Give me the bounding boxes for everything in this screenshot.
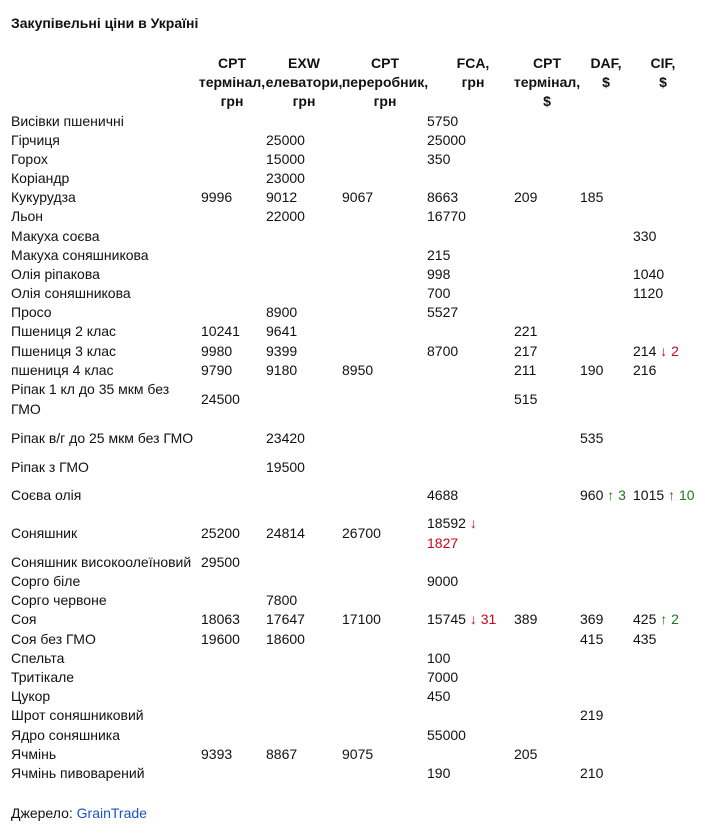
price-change-value: 10: [678, 486, 695, 503]
product-name: Ячмінь пивоварений: [11, 764, 145, 781]
product-name: Шрот соняшниковий: [11, 706, 144, 723]
price-value: 1015: [633, 486, 665, 503]
arrow-down-icon: ↓: [469, 515, 477, 532]
price-change-value: 2: [671, 342, 679, 359]
table-row: [0, 131, 705, 150]
price-change-up: [660, 611, 679, 627]
price-value: 7000: [427, 668, 459, 685]
table-row: [0, 322, 705, 341]
source-line: [11, 805, 147, 821]
product-name: Соняшник: [11, 524, 78, 541]
product-name: Висівки пшеничні: [11, 112, 124, 129]
price-cell: [427, 112, 458, 131]
header-exw-elevators-uah: EXW елеватори, грн: [265, 55, 343, 109]
product-name: Ячмінь: [11, 745, 57, 762]
price-cell: [427, 572, 458, 591]
header-cpt-processor-uah: CPT переробник, грн: [341, 55, 429, 109]
price-cell: [201, 630, 240, 649]
price-cell: [266, 514, 305, 553]
table-row: [0, 419, 705, 458]
price-value: 24500: [201, 390, 240, 407]
price-value: 330: [633, 227, 657, 244]
price-value: 369: [580, 610, 604, 627]
table-row: [0, 726, 705, 745]
table-row: [0, 303, 705, 322]
price-value: 29500: [201, 553, 240, 570]
table-row: [0, 169, 705, 188]
price-cell: [580, 477, 632, 514]
price-value: 18600: [266, 630, 305, 647]
price-cell: [427, 668, 458, 687]
price-value: 8700: [427, 342, 459, 359]
product-name: Ріпак 1 кл до 35 мкм без ГМО: [11, 381, 170, 417]
price-value: 425: [633, 610, 657, 627]
price-value: 960: [580, 486, 604, 503]
table-row: [0, 284, 705, 303]
price-cell: [342, 610, 381, 629]
price-cell: [633, 227, 656, 246]
price-cell: [266, 419, 305, 458]
price-cell: [427, 284, 450, 303]
table-row: [0, 246, 705, 265]
price-cell: [201, 610, 240, 629]
price-value: 8900: [266, 303, 298, 320]
price-value: 210: [580, 764, 604, 781]
price-value: 9980: [201, 342, 233, 359]
price-value: 9399: [266, 342, 298, 359]
product-name: Ядро соняшника: [11, 726, 120, 743]
price-value: 9641: [266, 322, 298, 339]
price-cell: [266, 458, 305, 477]
table-row: [0, 207, 705, 226]
page-title: Закупівельні ціни в Україні: [11, 15, 199, 31]
price-cell: [201, 188, 232, 207]
product-name: Просо: [11, 303, 52, 320]
price-cell: [266, 322, 297, 341]
product-name: Ріпак з ГМО: [11, 458, 89, 475]
price-value: 515: [514, 390, 538, 407]
price-cell: [514, 342, 537, 361]
price-cell: [342, 745, 373, 764]
price-cell: [266, 150, 305, 169]
product-name: Соєва олія: [11, 486, 82, 503]
price-cell: [427, 207, 466, 226]
price-cell: [514, 188, 537, 207]
price-value: 9067: [342, 188, 374, 205]
price-cell: [514, 745, 537, 764]
price-cell: [427, 610, 496, 629]
product-name: Сорго червоне: [11, 591, 107, 608]
table-row: [0, 668, 705, 687]
product-name: Соя без ГМО: [11, 630, 96, 647]
price-cell: [201, 361, 232, 380]
table-row: [0, 706, 705, 725]
price-cell: [580, 630, 603, 649]
price-cell: [633, 342, 679, 361]
price-value: 435: [633, 630, 657, 647]
price-value: 9996: [201, 188, 233, 205]
table-row: [0, 150, 705, 169]
table-row: [0, 591, 705, 610]
price-cell: [633, 630, 656, 649]
price-value: 216: [633, 361, 657, 378]
product-name: Тритікале: [11, 668, 75, 685]
price-cell: [427, 265, 450, 284]
table-row: [0, 610, 705, 629]
price-value: 190: [580, 361, 604, 378]
source-label: Джерело:: [11, 805, 73, 821]
product-name: Олія ріпакова: [11, 265, 100, 282]
product-name: Сорго біле: [11, 572, 81, 589]
price-value: 190: [427, 764, 451, 781]
header-cpt-terminal-uah: CPT термінал, грн: [198, 55, 266, 109]
price-cell: [266, 188, 297, 207]
table-row: [0, 112, 705, 131]
price-value: 700: [427, 284, 451, 301]
price-value: 205: [514, 745, 538, 762]
product-name: Макуха соєва: [11, 227, 100, 244]
product-name: Олія соняшникова: [11, 284, 131, 301]
price-value: 23420: [266, 429, 305, 446]
price-cell: [427, 150, 450, 169]
price-value: 10241: [201, 322, 240, 339]
price-value: 415: [580, 630, 604, 647]
price-cell: [201, 514, 240, 553]
table-row: [0, 687, 705, 706]
price-change-down: [660, 343, 679, 359]
price-cell: [266, 342, 297, 361]
price-cell: [266, 303, 297, 322]
table-row: [0, 514, 705, 553]
price-value: 24814: [266, 524, 305, 541]
table-row: [0, 745, 705, 764]
table-row: [0, 553, 705, 572]
price-value: 9000: [427, 572, 459, 589]
price-value: 9790: [201, 361, 233, 378]
price-value: 17647: [266, 610, 305, 627]
price-cell: [427, 342, 458, 361]
price-value: 5527: [427, 303, 459, 320]
header-daf-usd: DAF, $: [590, 55, 622, 90]
product-name: Горох: [11, 150, 48, 167]
price-value: 214: [633, 342, 657, 359]
price-value: 1120: [633, 284, 664, 301]
price-cell: [427, 649, 450, 668]
price-cell: [427, 514, 507, 553]
price-cell: [427, 188, 458, 207]
arrow-up-icon: ↑: [607, 486, 615, 503]
price-cell: [427, 764, 450, 783]
price-cell: [427, 687, 450, 706]
price-cell: [427, 303, 458, 322]
price-change-up: [607, 487, 626, 503]
product-name: Льон: [11, 207, 43, 224]
price-cell: [342, 514, 381, 553]
price-value: 9393: [201, 745, 233, 762]
table-row: [0, 764, 705, 783]
price-value: 350: [427, 150, 451, 167]
price-change-value: 31: [480, 610, 497, 627]
table-row: [0, 188, 705, 207]
price-value: 211: [514, 361, 537, 378]
price-value: 25200: [201, 524, 240, 541]
price-cell: [266, 361, 297, 380]
product-name: пшениця 4 клас: [11, 361, 114, 378]
price-cell: [266, 131, 305, 150]
product-name: Спельта: [11, 649, 65, 666]
price-cell: [266, 745, 297, 764]
price-value: 217: [514, 342, 538, 359]
price-value: 8663: [427, 188, 459, 205]
price-value: 25000: [266, 131, 305, 148]
price-cell: [201, 342, 232, 361]
price-cell: [201, 745, 232, 764]
price-change-up: [668, 487, 694, 503]
price-value: 19500: [266, 458, 305, 475]
arrow-up-icon: ↑: [660, 610, 668, 627]
price-value: 9012: [266, 188, 298, 205]
price-cell: [427, 477, 458, 514]
table-row: [0, 342, 705, 361]
table-row: [0, 361, 705, 380]
product-name: Пшениця 3 клас: [11, 342, 117, 359]
price-value: 389: [514, 610, 538, 627]
arrow-down-icon: ↓: [660, 342, 668, 359]
price-value: 9180: [266, 361, 298, 378]
price-cell: [266, 591, 297, 610]
table-row: [0, 458, 705, 477]
arrow-up-icon: ↑: [668, 486, 676, 503]
header-fca-uah: FCA, грн: [456, 55, 490, 90]
price-cell: [633, 284, 663, 303]
price-change-down: [470, 611, 496, 627]
price-value: 26700: [342, 524, 381, 541]
price-value: 8867: [266, 745, 298, 762]
price-cell: [201, 553, 240, 572]
table-row: [0, 572, 705, 591]
price-value: 4688: [427, 486, 459, 503]
price-cell: [266, 610, 305, 629]
price-cell: [201, 322, 240, 341]
price-cell: [514, 322, 537, 341]
price-cell: [514, 380, 537, 419]
price-value: 535: [580, 429, 604, 446]
price-value: 16770: [427, 207, 466, 224]
price-cell: [580, 706, 603, 725]
header-cpt-terminal-usd: CPT термінал, $: [513, 55, 581, 109]
price-cell: [633, 610, 679, 629]
price-cell: [342, 188, 373, 207]
price-value: 221: [514, 322, 538, 339]
price-cell: [266, 630, 305, 649]
price-cell: [427, 131, 466, 150]
price-value: 185: [580, 188, 604, 205]
table-row: [0, 477, 705, 514]
price-cell: [427, 726, 466, 745]
price-value: 450: [427, 687, 451, 704]
price-value: 998: [427, 265, 451, 282]
price-value: 23000: [266, 169, 305, 186]
price-cell: [342, 361, 373, 380]
price-cell: [580, 419, 603, 458]
price-value: 55000: [427, 726, 466, 743]
product-name: Гірчиця: [11, 131, 60, 148]
arrow-down-icon: ↓: [469, 610, 477, 627]
price-change-value: 1827: [427, 534, 459, 551]
source-link[interactable]: GrainTrade: [76, 805, 147, 821]
price-value: 8950: [342, 361, 374, 378]
price-cell: [514, 610, 537, 629]
price-value: 5750: [427, 112, 459, 129]
price-cell: [633, 477, 703, 514]
price-value: 25000: [427, 131, 466, 148]
header-cif-usd: CIF, $: [650, 55, 676, 90]
price-value: 100: [427, 649, 451, 666]
price-value: 15000: [266, 150, 305, 167]
product-name: Цукор: [11, 687, 51, 704]
price-cell: [580, 610, 603, 629]
price-cell: [266, 207, 305, 226]
product-name: Пшениця 2 клас: [11, 322, 117, 339]
price-cell: [633, 265, 664, 284]
price-change-value: 3: [618, 486, 626, 503]
price-cell: [633, 361, 656, 380]
price-value: 22000: [266, 207, 305, 224]
price-value: 1040: [633, 265, 665, 282]
product-name: Соняшник високоолеїновий: [11, 553, 192, 570]
price-value: 17100: [342, 610, 381, 627]
table-row: [0, 265, 705, 284]
price-value: 219: [580, 706, 604, 723]
table-row: [0, 630, 705, 649]
price-value: 18063: [201, 610, 240, 627]
price-cell: [580, 764, 603, 783]
product-name: Кукурудза: [11, 188, 76, 205]
price-cell: [427, 246, 450, 265]
price-value: 18592: [427, 515, 466, 532]
price-cell: [580, 188, 603, 207]
price-cell: [580, 361, 603, 380]
table-row: [0, 649, 705, 668]
price-cell: [514, 361, 536, 380]
product-name: Ріпак в/г до 25 мкм без ГМО: [11, 429, 194, 446]
price-cell: [201, 380, 240, 419]
product-name: Соя: [11, 610, 37, 627]
product-name: Коріандр: [11, 169, 70, 186]
price-value: 9075: [342, 745, 374, 762]
price-change-value: 2: [671, 610, 679, 627]
table-row: [0, 380, 705, 419]
price-value: 7800: [266, 591, 298, 608]
price-value: 209: [514, 188, 538, 205]
price-value: 19600: [201, 630, 240, 647]
table-row: [0, 227, 705, 246]
price-value: 215: [427, 246, 451, 263]
product-name: Макуха соняшникова: [11, 246, 149, 263]
price-cell: [266, 169, 305, 188]
price-value: 15745: [427, 610, 466, 627]
